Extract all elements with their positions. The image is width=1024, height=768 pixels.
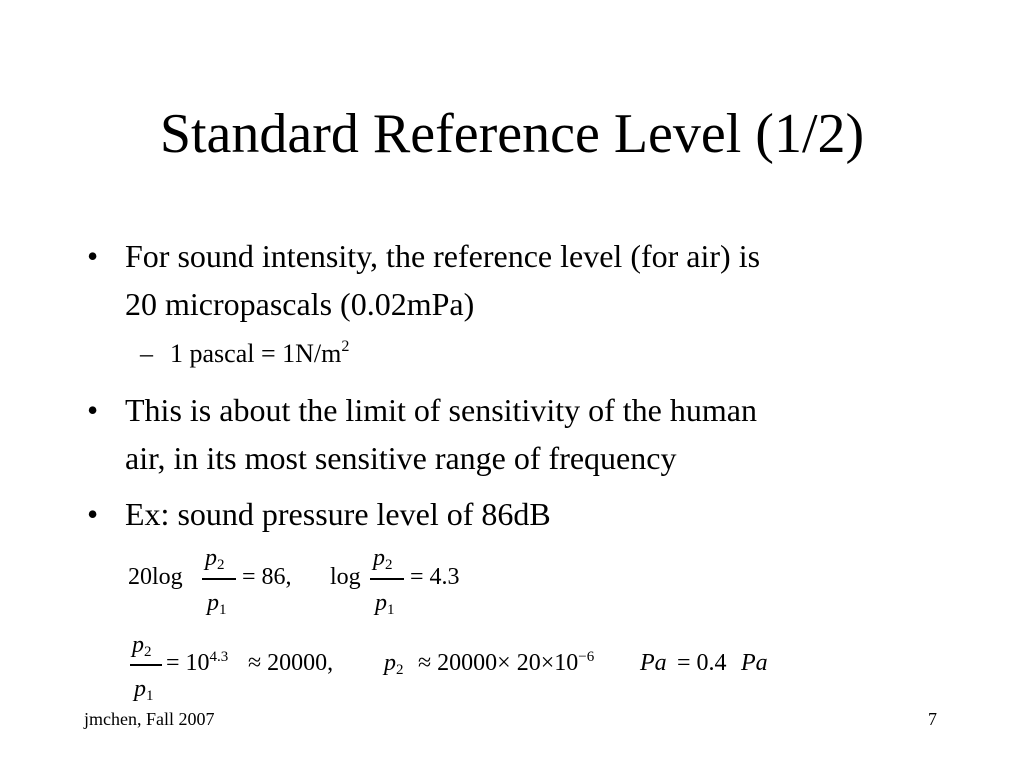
bullet-2-line-2: air, in its most sensitive range of frequency [125,440,677,476]
bullet-1 [87,232,761,328]
bullet-dot: • [87,238,99,274]
eq2-fraction-bar [130,664,162,666]
sub-bullet [140,336,350,376]
eq2-unit-1: Pa [640,650,667,676]
eq1-denominator-2: p1 [375,590,395,618]
bullet-1-line-1: For sound intensity, the reference level (for air) is [125,238,761,274]
eq2-equals: = 0.4 [677,650,727,676]
sub-bullet-dash: – [140,339,153,368]
bullet-1-line-2: 20 micropascals (0.02mPa) [125,286,475,322]
eq1-log: log [330,564,361,590]
eq2-numerator: p2 [132,632,152,660]
bullet-2 [87,386,757,482]
eq2-approx-1: ≈ 20000, [248,650,334,676]
eq1-numerator: p2 [205,545,225,573]
eq1-numerator-2: p2 [373,545,393,573]
bullet-dot: • [87,496,99,532]
bullet-3-line-1: Ex: sound pressure level of 86dB [125,496,551,532]
slide-title: Standard Reference Level (1/2) [159,103,865,165]
eq1-coefficient: 20log [128,564,183,590]
eq1-fraction-bar-2 [370,578,404,580]
eq2-p2: p2 [384,650,404,678]
sub-bullet-exponent: 2 [341,337,350,355]
eq1-rhs-1: = 86, [242,564,292,590]
eq2-denominator: p1 [134,676,154,704]
eq2-power-1: = $10^{4.3}$ [166,649,229,676]
footer-author: jmchen, Fall 2007 [84,709,215,729]
eq2-approx-2: ≈ $20000\times 20\times 10^{-6}$ [418,649,595,676]
footer-page-number: 7 [928,709,937,729]
sub-bullet-text: 1 pascal = 1N/m [170,339,342,368]
eq1-denominator: p1 [207,590,227,618]
eq1-fraction-bar [202,578,236,580]
bullet-2-line-1: This is about the limit of sensitivity of the human [125,392,757,428]
bullet-3 [87,490,551,538]
eq2-unit-2: Pa [741,650,768,676]
bullet-dot: • [87,392,99,428]
eq1-rhs-2: = 4.3 [410,564,460,590]
